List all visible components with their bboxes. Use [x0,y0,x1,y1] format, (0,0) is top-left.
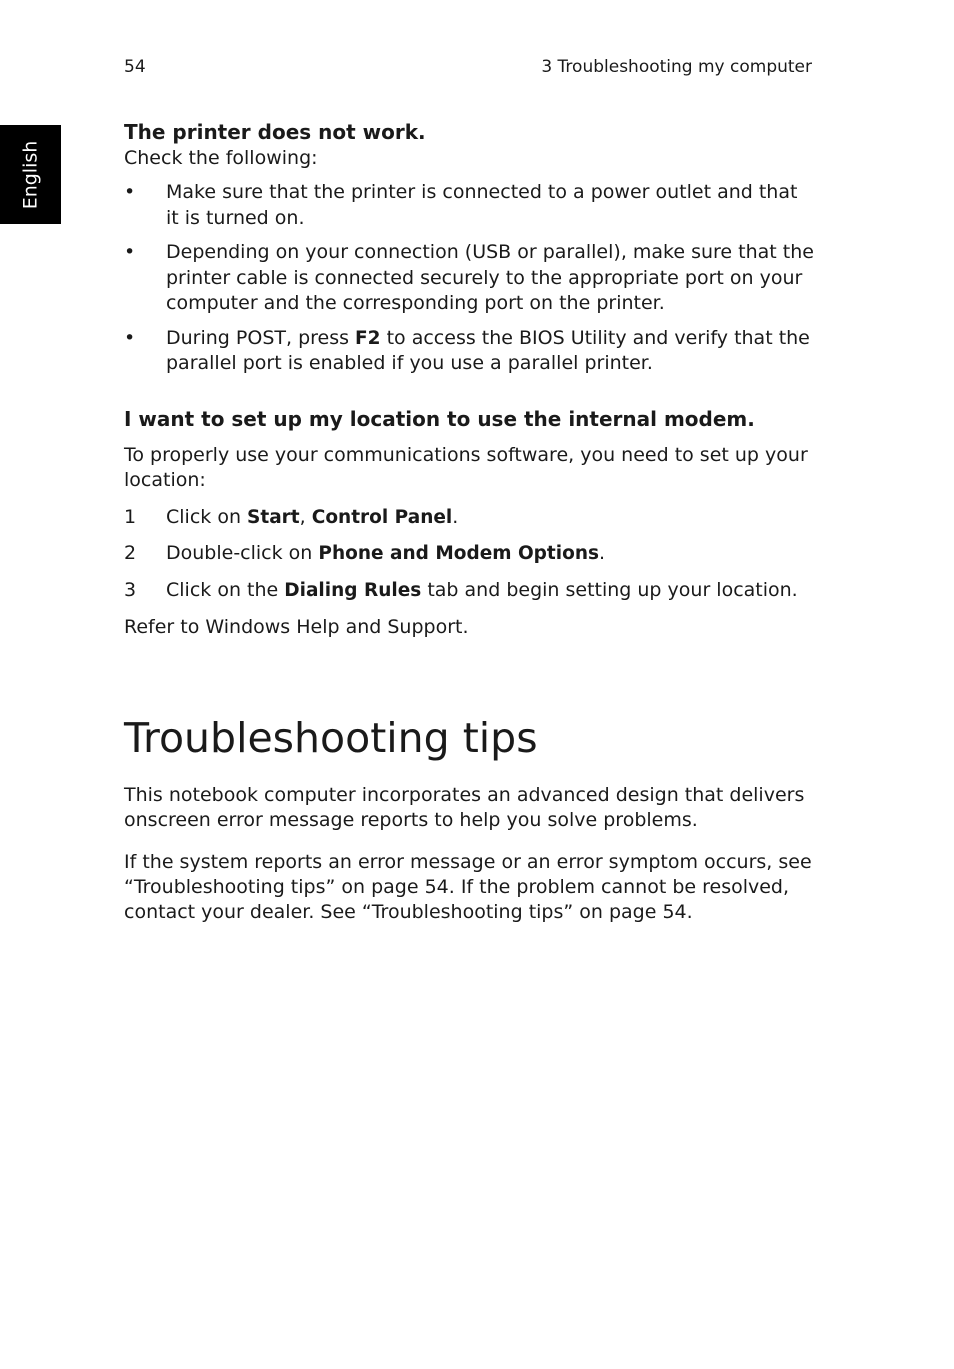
list-item [124,578,814,604]
bullet: • [124,326,136,349]
list-item-text: Click on the Dialing Rules tab and begin setting up your location. [166,578,798,601]
printer-heading: The printer does not work. [124,120,426,144]
list-item-text: Depending on your connection (USB or parallel), make sure that the printer cable is connected securely to the appropriate port on your computer and the corresponding port on the printer. [166,241,814,314]
modem-outro: Refer to Windows Help and Support. [124,616,469,638]
list-item [124,326,814,377]
printer-intro: Check the following: [124,147,318,169]
modem-heading: I want to set up my location to use the internal modem. [124,406,755,431]
ui-dialing-rules: Dialing Rules [284,579,422,601]
tips-paragraph-2: If the system reports an error message or an error symptom occurs, see “Troubleshooting tips” on page 54. If the problem cannot be resolved, contact your dealer. See “Troubleshooting tips” on page 54. [124,851,812,923]
step-number: 2 [124,542,137,564]
list-item-text: During POST, press F2 to access the BIOS Utility and verify that the parallel port is enabled if you use a parallel printer. [166,326,810,374]
tips-paragraph-1: This notebook computer incorporates an advanced design that delivers onscreen error message reports to help you solve problems. [124,784,805,831]
bullet: • [124,241,136,263]
step-number: 3 [124,578,137,601]
ui-start: Start [247,506,300,528]
key-f2: F2 [355,327,381,349]
language-tab-label: English [19,140,42,209]
step-number: 1 [124,505,137,528]
list-item [124,541,814,567]
language-tab [0,125,61,224]
bullet: • [124,181,136,203]
chapter-title: 3 Troubleshooting my computer [541,57,812,77]
modem-steps [124,505,814,604]
section-title: Troubleshooting tips [124,714,538,762]
list-item [124,240,814,317]
list-item [124,180,814,231]
list-item-text: Click on Start, Control Panel. [166,505,459,528]
page-content [124,118,814,925]
ui-phone-modem-options: Phone and Modem Options [318,543,599,564]
printer-checklist [124,180,814,377]
page-number: 54 [124,57,146,77]
list-item [124,505,814,531]
modem-intro: To properly use your communications software, you need to set up your location: [124,443,808,491]
list-item-text: Make sure that the printer is connected to a power outlet and that it is turned on. [166,181,798,229]
ui-control-panel: Control Panel [311,506,453,528]
list-item-text: Double-click on Phone and Modem Options. [166,542,606,564]
